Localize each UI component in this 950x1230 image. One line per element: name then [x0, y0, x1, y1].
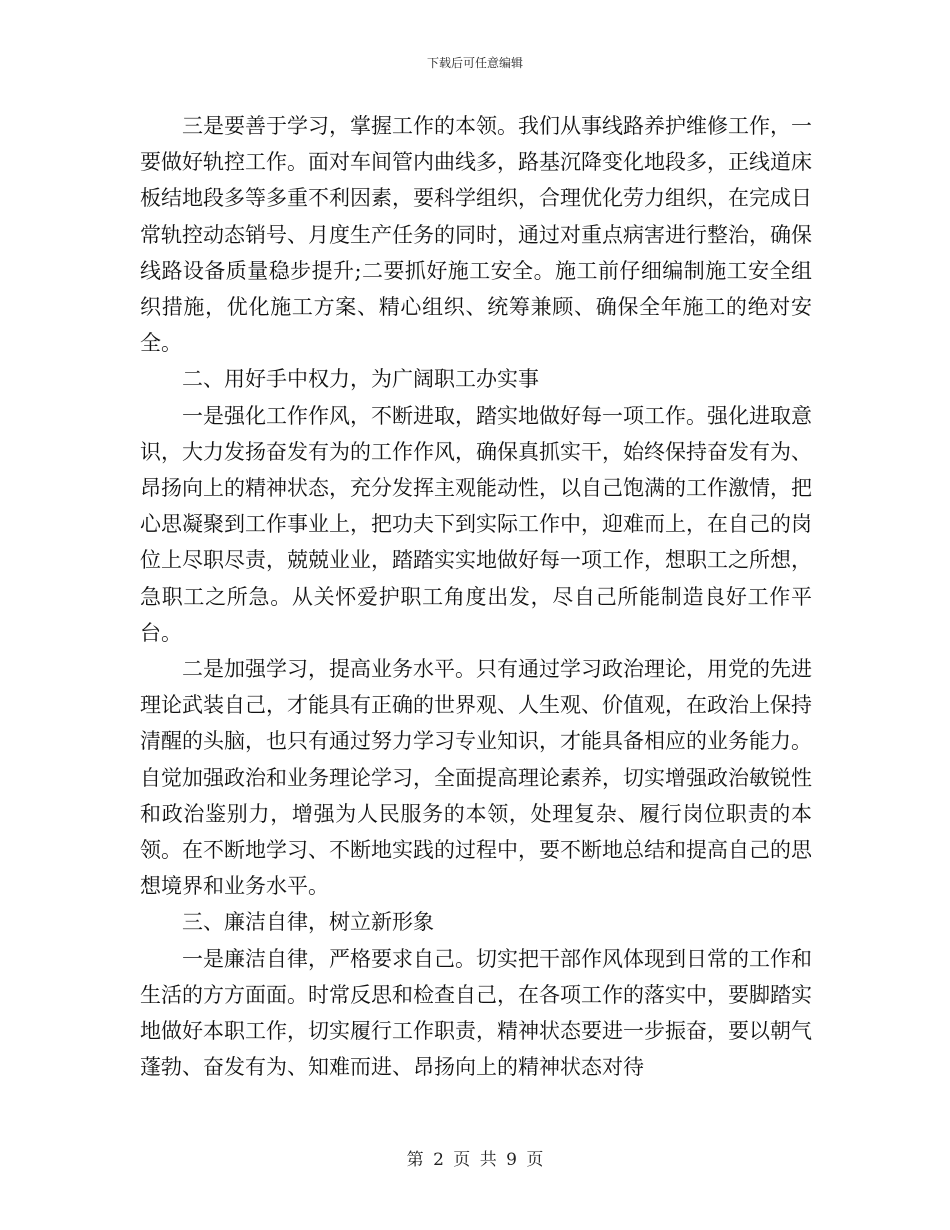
- section-heading-3: 三、廉洁自律，树立新形象: [182, 910, 434, 935]
- paragraph-work-style: 一是强化工作作风，不断进取，踏实地做好每一项工作。强化进取意识，大力发扬奋发有为的工作作风，确保真抓实干，始终保持奋发有为、昂扬向上的精神状态，充分发挥主观能动性，以自己饱满的工作激情，把心思凝聚到工作事业上，把功夫下到实际工作中，迎难而上，在自己的岗位上尽职尽责，兢兢业业，踏踏实实地做好每一项工作，想职工之所想，急职工之所急。从关怀爱护职工角度出发，尽自己所能制造良好工作平台。: [140, 403, 812, 645]
- page-number: 第 2 页 共 9 页: [406, 1150, 544, 1170]
- page-header: 下载后可任意编辑: [426, 56, 523, 70]
- paragraph-study-skills: 三是要善于学习，掌握工作的本领。我们从事线路养护维修工作，一要做好轨控工作。面对车间管内曲线多，路基沉降变化地段多，正线道床板结地段多等多重不利因素，要科学组织，合理优化劳力组织，在完成日常轨控动态销号、月度生产任务的同时，通过对重点病害进行整治，确保线路设备质量稳步提升;二要抓好施工安全。施工前仔细编制施工安全组织措施，优化施工方案、精心组织、统筹兼顾、确保全年施工的绝对安全。: [140, 114, 812, 356]
- section-heading-2: 二、用好手中权力，为广阔职工办实事: [182, 367, 539, 392]
- paragraph-learning: 二是加强学习，提高业务水平。只有通过学习政治理论，用党的先进理论武装自己，才能具有正确的世界观、人生观、价值观，在政治上保持清醒的头脑，也只有通过努力学习专业知识，才能具备相应的业务能力。自觉加强政治和业务理论学习，全面提高理论素养，切实增强政治敏锐性和政治鉴别力，增强为人民服务的本领，处理复杂、履行岗位职责的本领。在不断地学习、不断地实践的过程中，要不断地总结和提高自己的思想境界和业务水平。: [140, 657, 812, 899]
- body-text: [140, 108, 812, 1085]
- paragraph-self-discipline: 一是廉洁自律，严格要求自己。切实把干部作风体现到日常的工作和生活的方方面面。时常反思和检查自己，在各项工作的落实中，要脚踏实地做好本职工作，切实履行工作职责，精神状态要进一步振奋，要以朝气蓬勃、奋发有为、知难而进、昂扬向上的精神状态对待: [140, 946, 812, 1080]
